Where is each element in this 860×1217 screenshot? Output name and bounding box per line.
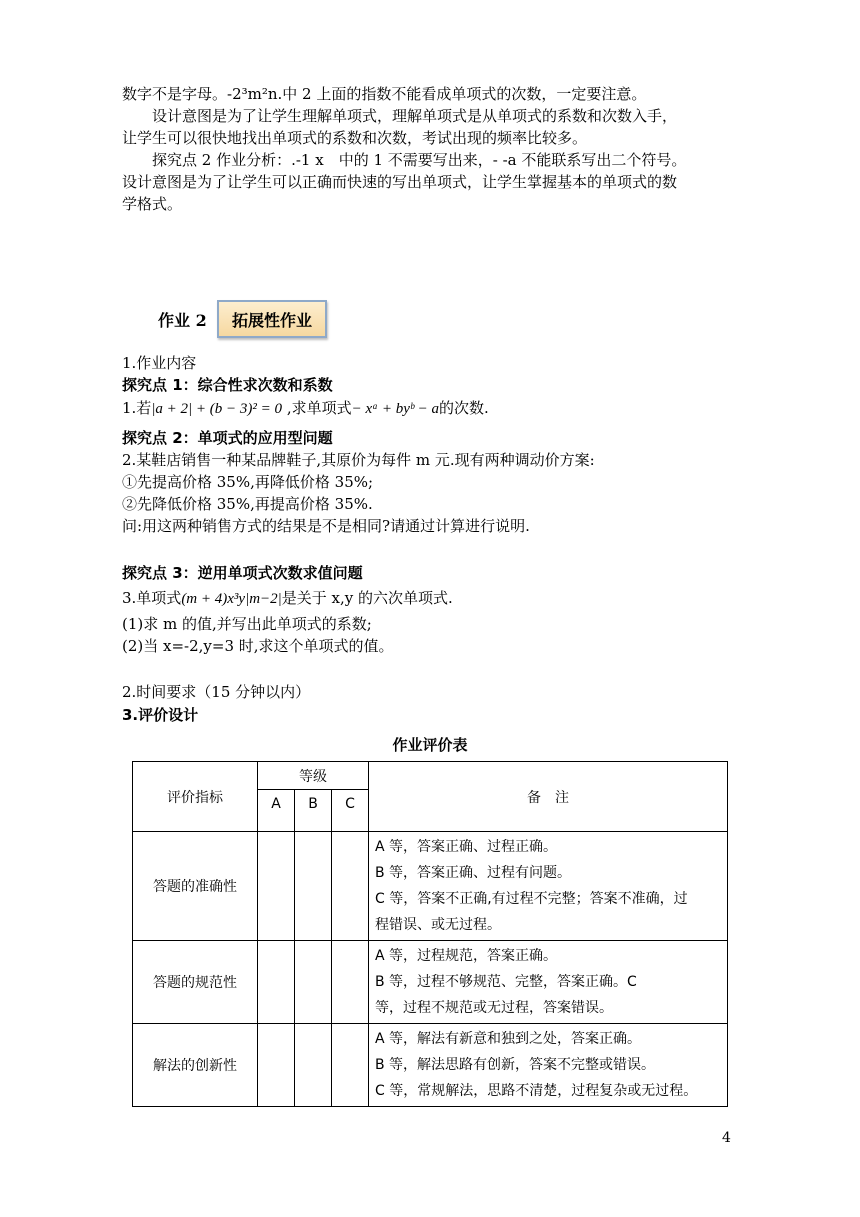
grade-a: A: [258, 790, 295, 832]
homework-badge: 拓展性作业: [217, 300, 327, 338]
row-notes-accuracy: [369, 832, 728, 941]
note-line: C 等，常规解法，思路不清楚，过程复杂或无过程。: [375, 1083, 698, 1099]
intro-line-2: 设计意图是为了让学生理解单项式，理解单项式是从单项式的系数和次数入手，: [152, 107, 678, 125]
intro-line-3: 让学生可以很快地找出单项式的系数和次数，考试出现的频率比较多。: [122, 129, 588, 147]
intro-line-1: 数字不是字母。-2³m²n.中 2 上面的指数不能看成单项式的次数，一定要注意。: [122, 85, 647, 103]
note-line: B 等，答案正确、过程有问题。: [375, 865, 572, 881]
point2-title: 探究点 2：单项式的应用型问题: [122, 429, 333, 447]
table-row: [133, 832, 728, 941]
point1-suffix: 的次数.: [439, 399, 489, 417]
cell-a: [258, 832, 295, 941]
cell-c: [332, 832, 369, 941]
table-row: [133, 1024, 728, 1107]
cell-b: [295, 832, 332, 941]
evaluation-table: [132, 761, 728, 1107]
row-notes-creative: [369, 1024, 728, 1107]
point2-option-1: ①先提高价格 35%,再降低价格 35%;: [122, 473, 374, 491]
grade-b: B: [295, 790, 332, 832]
time-requirement: 2.时间要求（15 分钟以内）: [122, 683, 311, 701]
point2-option-2: ②先降低价格 35%,再提高价格 35%.: [122, 495, 373, 513]
evaluation-heading: 3.评价设计: [122, 706, 199, 724]
point3-suffix: 是关于 x,y 的六次单项式.: [281, 589, 453, 607]
cell-a: [258, 941, 295, 1024]
table-row: [133, 941, 728, 1024]
note-line: B 等，过程不够规范、完整，答案正确。C: [375, 974, 637, 990]
note-line: 等，过程不规范或无过程，答案错误。: [375, 1000, 613, 1016]
intro-line-5: 设计意图是为了让学生可以正确而快速的写出单项式，让学生掌握基本的单项式的数: [122, 173, 678, 191]
intro-line-6: 学格式。: [122, 195, 183, 213]
header-indicator: 评价指标: [133, 762, 258, 832]
point3-sub-1: (1)求 m 的值,并写出此单项式的系数;: [122, 615, 372, 633]
note-line: A 等，过程规范，答案正确。: [375, 948, 558, 964]
point3-question: [122, 587, 453, 610]
cell-c: [332, 941, 369, 1024]
homework-title: 作业 2: [158, 311, 207, 330]
note-line: C 等，答案不正确,有过程不完整；答案不准确，过: [375, 891, 688, 907]
cell-c: [332, 1024, 369, 1107]
point2-ask: 问:用这两种销售方式的结果是不是相同?请通过计算进行说明.: [122, 517, 530, 535]
row-name-accuracy: 答题的准确性: [133, 832, 258, 941]
row-name-creative: 解法的创新性: [133, 1024, 258, 1107]
cell-a: [258, 1024, 295, 1107]
cell-b: [295, 1024, 332, 1107]
point3-sub-2: (2)当 x=-2,y=3 时,求这个单项式的值。: [122, 637, 394, 655]
point3-formula: (m + 4)x³y|m−2|: [181, 591, 282, 607]
page-number: 4: [722, 1130, 731, 1146]
point1-title: 探究点 1：综合性求次数和系数: [122, 376, 333, 394]
note-line: A 等，答案正确、过程正确。: [375, 839, 558, 855]
point2-question: 2.某鞋店销售一种某品牌鞋子,其原价为每件 m 元.现有两种调动价方案:: [122, 451, 595, 469]
table-header-row: [133, 762, 728, 790]
cell-b: [295, 941, 332, 1024]
point3-prefix: 3.单项式: [122, 589, 182, 607]
note-line: 程错误、或无过程。: [375, 917, 501, 933]
point1-prefix: 1.若: [122, 399, 152, 417]
point3-title: 探究点 3：逆用单项式次数求值问题: [122, 564, 363, 582]
point1-question: [122, 397, 489, 420]
note-line: A 等，解法有新意和独到之处，答案正确。: [375, 1031, 642, 1047]
point1-mid: ,求单项式: [282, 399, 352, 417]
note-line: B 等，解法思路有创新，答案不完整或错误。: [375, 1057, 656, 1073]
intro-line-4: 探究点 2 作业分析：.-1 x 中的 1 不需要写出来，- -a 不能联系写出二个符号。: [152, 151, 687, 169]
point1-formula2: − xᵃ + byᵇ − a: [351, 401, 440, 417]
grade-c: C: [332, 790, 369, 832]
header-grade: 等级: [258, 762, 369, 790]
row-name-standard: 答题的规范性: [133, 941, 258, 1024]
row-notes-standard: [369, 941, 728, 1024]
content-heading: 1.作业内容: [122, 354, 197, 372]
point1-formula: |a + 2| + (b − 3)² = 0: [151, 401, 283, 417]
header-notes: 备 注: [369, 762, 728, 832]
table-title: 作业评价表: [392, 736, 468, 754]
